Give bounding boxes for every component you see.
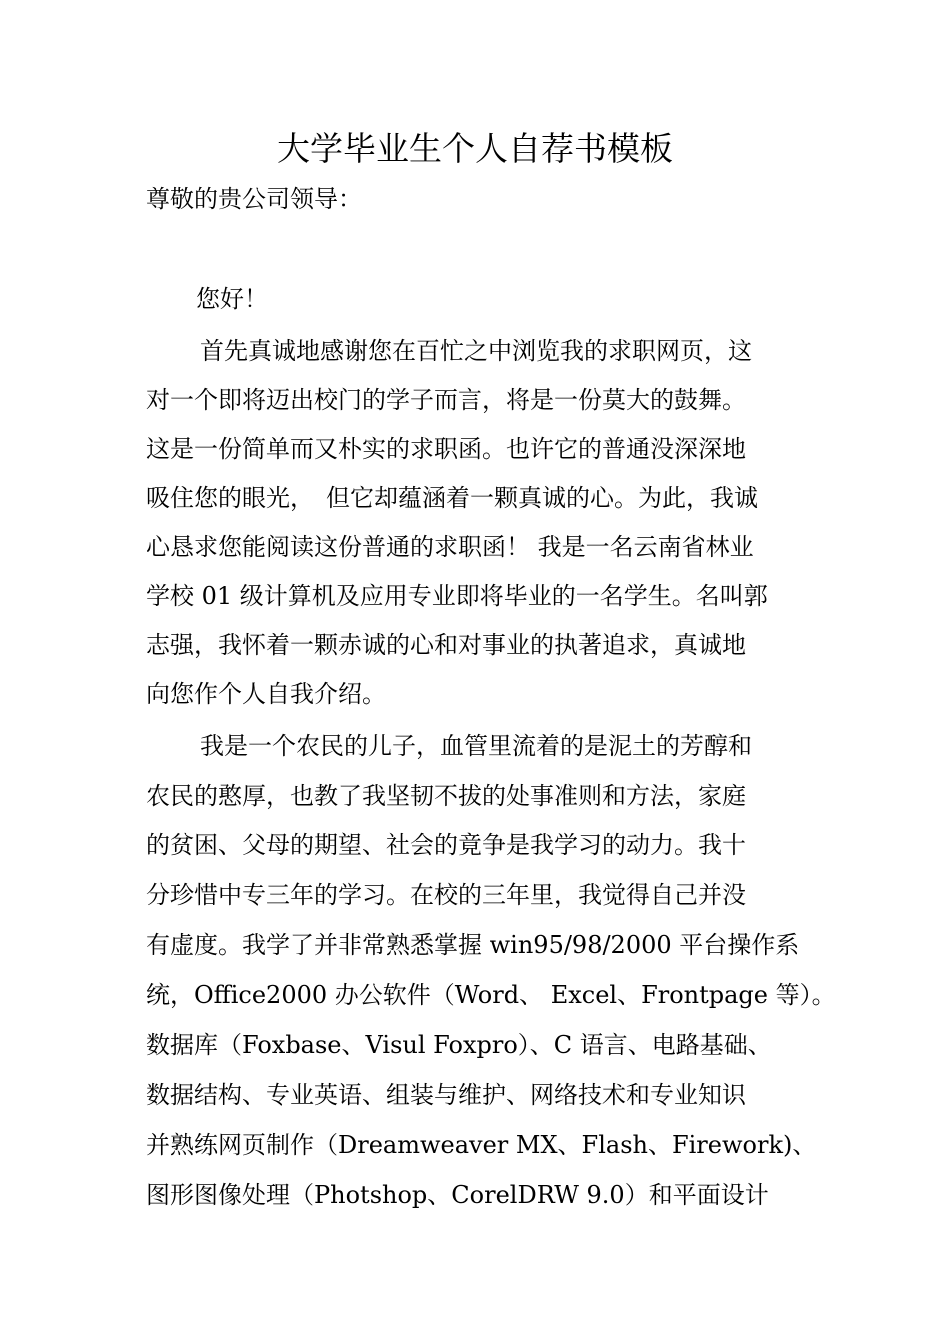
greeting: 您好！: [196, 285, 268, 313]
body-line: 心恳求您能阅读这份普通的求职函！ 我是一名云南省林业: [146, 533, 754, 561]
body-line: 向您作个人自我介绍。: [146, 680, 386, 708]
body-line: 我是一个农民的儿子，血管里流着的是泥土的芳醇和: [176, 732, 752, 760]
salutation: 尊敬的贵公司领导：: [146, 185, 362, 213]
body-line: 的贫困、父母的期望、社会的竟争是我学习的动力。我十: [146, 831, 746, 859]
body-line: 对一个即将迈出校门的学子而言，将是一份莫大的鼓舞。: [146, 386, 746, 414]
body-line: 首先真诚地感谢您在百忙之中浏览我的求职网页，这: [176, 337, 752, 365]
body-line: 数据结构、专业英语、组装与维护、网络技术和专业知识: [146, 1081, 746, 1109]
body-line: 数据库（Foxbase、Visul Foxpro）、C 语言、电路基础、: [146, 1031, 772, 1059]
body-line: 吸住您的眼光， 但它却蕴涵着一颗真诚的心。为此，我诚: [146, 484, 758, 512]
body-line: 并熟练网页制作（Dreamweaver MX、Flash、Firework)、: [146, 1131, 817, 1159]
document-title: 大学毕业生个人自荐书模板: [277, 129, 673, 168]
body-line: 图形图像处理（Photshop、CorelDRW 9.0）和平面设计: [146, 1181, 769, 1209]
body-line: 分珍惜中专三年的学习。在校的三年里，我觉得自己并没: [146, 881, 746, 909]
body-line: 志强，我怀着一颗赤诚的心和对事业的执著追求，真诚地: [146, 631, 746, 659]
body-line: 这是一份简单而又朴实的求职函。也许它的普通没深深地: [146, 435, 746, 463]
body-line: 农民的憨厚，也教了我坚韧不拔的处事准则和方法，家庭: [146, 782, 746, 810]
body-line: 有虚度。我学了并非常熟悉掌握 win95/98/2000 平台操作系: [146, 931, 800, 959]
body-line: 统，Office2000 办公软件（Word、 Excel、Frontpage 等）。: [146, 981, 836, 1009]
body-line: 学校 01 级计算机及应用专业即将毕业的一名学生。名叫郭: [146, 582, 768, 610]
